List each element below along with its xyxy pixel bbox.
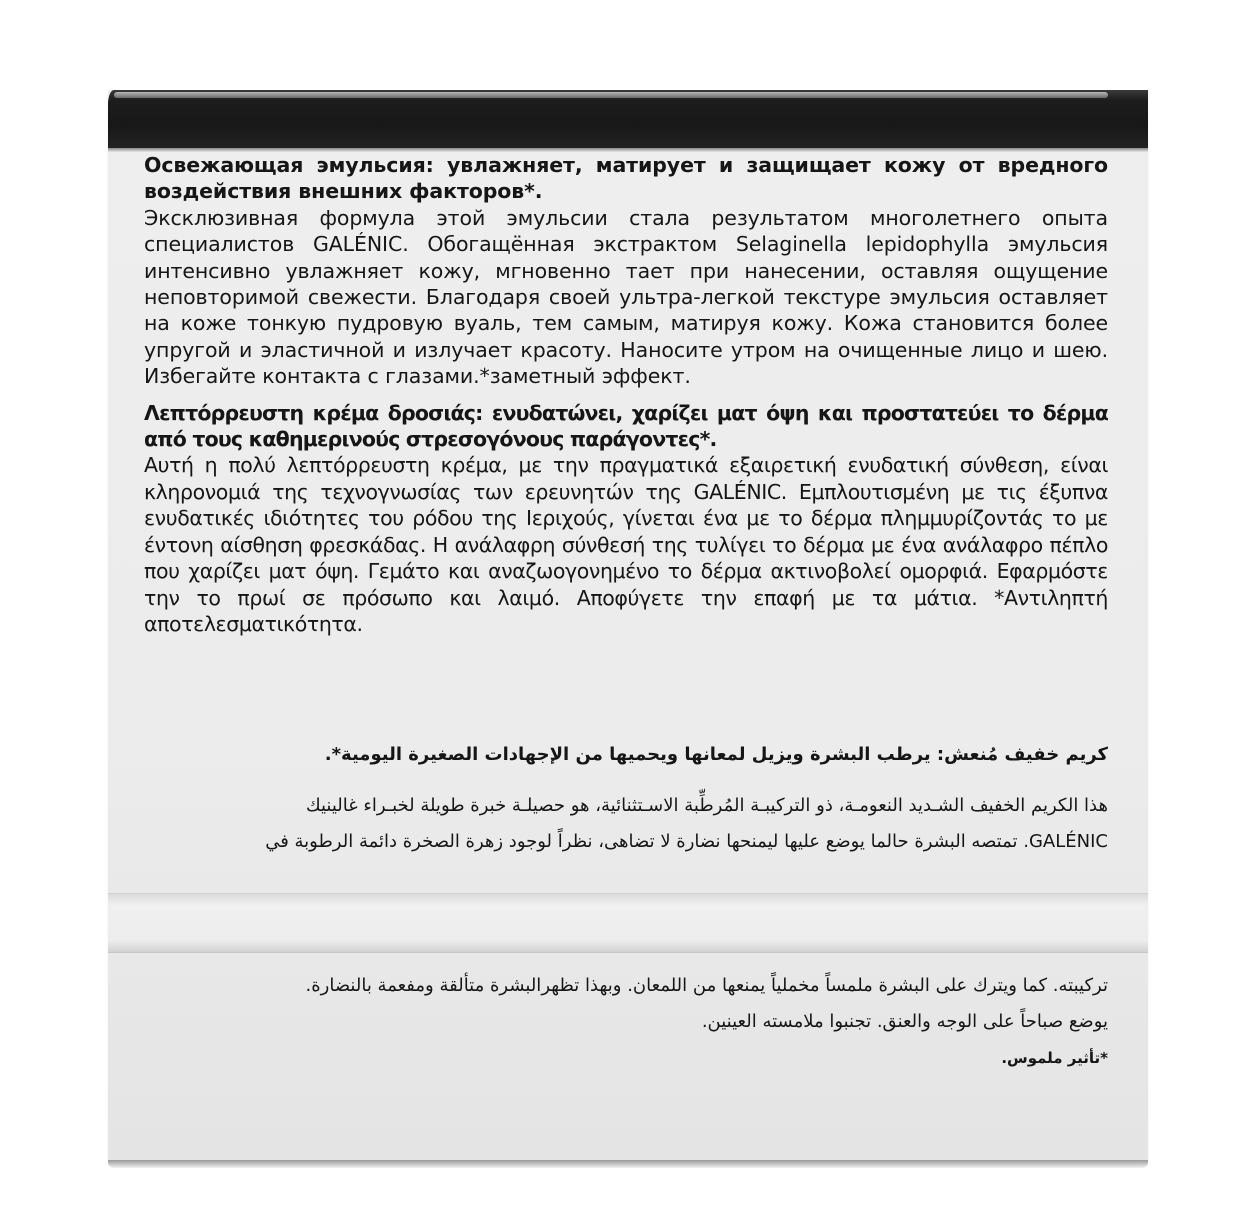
russian-section [144, 152, 1108, 390]
product-box-panel [108, 90, 1148, 1162]
lid-highlight [114, 92, 1108, 98]
box-lid [108, 90, 1148, 148]
box-bottom-edge [108, 1160, 1148, 1168]
fold-crease-band [108, 893, 1148, 953]
arabic-body-line: GALÉNIC. تمتصه البشرة حالما يوضع عليها ليمنحها نضارة لا تضاهى، نظراً لوجود زهرة الصخرة دائمة الرطوبة في [265, 831, 1108, 852]
arabic-body-continued [144, 968, 1108, 1076]
greek-body: Αυτή η πολύ λεπτόρρευστη κρέμα, με την πραγματικά εξαιρετική ενυδατική σύνθεση, είναι κληρονομιά της τεχνογνωσίας των ερευνητών της GALÉNIC. Εμπλουτισμένη με τις έξυπνα ενυδατικές ιδιότητες του ρόδου της Ιεριχούς, γίνεται ένα με το δέρμα πλημμυρίζοντάς το με έντονη αίσθηση φρεσκάδας. Η ανάλαφρη σύνθεσή της τυλίγει το δέρμα με ένα ανάλαφρο πέπλο που χαρίζει ματ όψη. Γεμάτο και αναζωογονημένο το δέρμα ακτινοβολεί ομορφιά. Εφαρμόστε την το πρωί σε πρόσωπο και λαιμό. Αποφύγετε την επαφή με τα μάτια. *Αντιληπτή αποτελεσματικότητα. [144, 453, 1108, 636]
arabic-usage-line: يوضع صباحاً على الوجه والعنق. تجنبوا ملامسته العينين. [701, 1011, 1108, 1032]
arabic-body-line: تركيبته. كما ويترك على البشرة ملمساً مخملياً يمنعها من اللمعان. وبهذا تظهرالبشرة متألقة ومفعمة بالنضارة. [305, 975, 1108, 996]
arabic-footnote: *تأثير ملموس. [1001, 1049, 1108, 1067]
greek-section [144, 400, 1108, 638]
greek-title: Λεπτόρρευστη κρέμα δροσιάς: ενυδατώνει, χαρίζει ματ όψη και προστατεύει το δέρμα από τους καθημερινούς στρεσογόνους παράγοντες*. [144, 400, 1108, 452]
arabic-title: كريم خفيف مُنعش: يرطب البشرة ويزيل لمعانها ويحميها من الإجهادات الصغيرة اليومية*. [324, 744, 1108, 765]
label-text-block [144, 152, 1108, 637]
arabic-body-line: هذا الكريم الخفيف الشـديد النعومـة، ذو التركيبـة المُرطِّبة الاسـتثنائية، هو حصيلـة خبرة طويلة لخبـراء غالينيك [305, 795, 1108, 816]
arabic-body [144, 788, 1108, 860]
russian-body: Эксклюзивная формула этой эмульсии стала результатом многолетнего опыта специалистов GALÉNIC. Обогащённая экстрактом Selaginella lepidophylla эмульсия интенсивно увлажняет кожу, мгновенно тает при нанесении, оставляя ощущение неповторимой свежести. Благодаря своей ультра-легкой текстуре эмульсия оставляет на коже тонкую пудровую вуаль, тем самым, матируя кожу. Кожа становится более упругой и эластичной и излучает красоту. Наносите утром на очищенные лицо и шею. Избегайте контакта с глазами.*заметный эффект. [144, 205, 1108, 389]
russian-title: Освежающая эмульсия: увлажняет, матирует и защищает кожу от вредного воздействия внешних факторов*. [144, 153, 1108, 204]
